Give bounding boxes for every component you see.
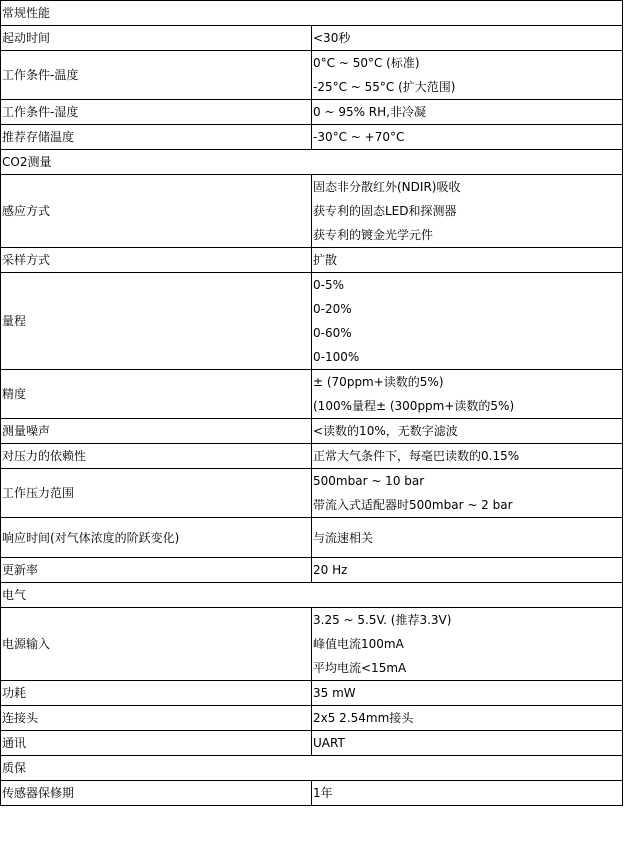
spec-value-line: 正常大气条件下，每毫巴读数的0.15% <box>313 449 520 463</box>
spec-value-line: UART <box>313 736 345 750</box>
spec-row <box>1 51 623 100</box>
spec-label: 起动时间 <box>1 26 312 51</box>
section-title: 质保 <box>1 756 623 781</box>
spec-value-line: <读数的10%，无数字滤波 <box>313 424 458 438</box>
spec-value-line: 峰值电流100mA <box>313 637 404 651</box>
spec-label: 工作条件-温度 <box>1 51 312 100</box>
spec-value-line: 3.25 ~ 5.5V. (推荐3.3V) <box>313 613 452 627</box>
spec-value <box>312 558 623 583</box>
spec-value <box>312 731 623 756</box>
spec-row <box>1 419 623 444</box>
spec-value-line: 0-100% <box>313 350 360 364</box>
spec-label: 工作条件-湿度 <box>1 100 312 125</box>
spec-value-line: 20 Hz <box>313 563 348 577</box>
spec-value-line: 0-5% <box>313 278 345 292</box>
spec-value-line: -25°C ~ 55°C (扩大范围) <box>313 80 456 94</box>
section-title: 电气 <box>1 583 623 608</box>
spec-value-line: <30秒 <box>313 31 351 45</box>
spec-value-line: 平均电流<15mA <box>313 661 407 675</box>
spec-value <box>312 419 623 444</box>
spec-value-line: 0 ~ 95% RH,非冷凝 <box>313 105 426 119</box>
spec-value-line: 与流速相关 <box>313 530 374 545</box>
spec-value <box>312 444 623 469</box>
spec-row <box>1 248 623 273</box>
spec-label: 响应时间(对气体浓度的阶跃变化) <box>1 518 312 558</box>
spec-label: 量程 <box>1 273 312 370</box>
spec-value <box>312 608 623 681</box>
spec-label: 精度 <box>1 370 312 419</box>
spec-row <box>1 26 623 51</box>
spec-label: 通讯 <box>1 731 312 756</box>
spec-value-line: 扩散 <box>313 253 338 267</box>
section-title: 常规性能 <box>1 1 623 26</box>
spec-value <box>312 125 623 150</box>
spec-table-body <box>1 1 623 806</box>
spec-value-line: ± (70ppm+读数的5%) <box>313 375 444 389</box>
spec-value <box>312 100 623 125</box>
spec-label: 连接头 <box>1 706 312 731</box>
spec-row <box>1 370 623 419</box>
section-title: CO2测量 <box>1 150 623 175</box>
spec-value-line: 带流入式适配器时500mbar ~ 2 bar <box>313 498 513 512</box>
spec-label: 测量噪声 <box>1 419 312 444</box>
spec-value-line: 0-60% <box>313 326 352 340</box>
spec-row <box>1 608 623 681</box>
spec-value-line: 固态非分散红外(NDIR)吸收 <box>313 180 461 194</box>
spec-label: 传感器保修期 <box>1 781 312 806</box>
spec-row <box>1 706 623 731</box>
spec-value-line: (100%量程± (300ppm+读数的5%) <box>313 399 515 413</box>
spec-value <box>312 273 623 370</box>
spec-value-line: 1年 <box>313 786 333 800</box>
spec-value-line: 获专利的镀金光学元件 <box>313 228 434 242</box>
spec-label: 电源输入 <box>1 608 312 681</box>
spec-value <box>312 518 623 558</box>
spec-value-line: -30°C ~ +70°C <box>313 130 405 144</box>
spec-value <box>312 706 623 731</box>
section-header-row <box>1 150 623 175</box>
spec-row <box>1 444 623 469</box>
spec-label: 推荐存储温度 <box>1 125 312 150</box>
spec-value-line: 2x5 2.54mm接头 <box>313 711 414 725</box>
spec-value <box>312 175 623 248</box>
spec-row <box>1 273 623 370</box>
section-header-row <box>1 756 623 781</box>
spec-value-line: 获专利的固态LED和探测器 <box>313 204 457 218</box>
spec-value-line: 0°C ~ 50°C (标准) <box>313 56 420 70</box>
spec-row <box>1 518 623 558</box>
spec-value <box>312 51 623 100</box>
spec-value <box>312 681 623 706</box>
spec-value-line: 35 mW <box>313 686 356 700</box>
spec-row <box>1 781 623 806</box>
spec-row <box>1 681 623 706</box>
spec-label: 对压力的依赖性 <box>1 444 312 469</box>
spec-value <box>312 26 623 51</box>
spec-value-line: 500mbar ~ 10 bar <box>313 474 425 488</box>
section-header-row <box>1 583 623 608</box>
spec-value <box>312 781 623 806</box>
spec-row <box>1 100 623 125</box>
section-header-row <box>1 1 623 26</box>
spec-row <box>1 558 623 583</box>
spec-label: 工作压力范围 <box>1 469 312 518</box>
spec-row <box>1 731 623 756</box>
spec-label: 功耗 <box>1 681 312 706</box>
spec-row <box>1 125 623 150</box>
spec-label: 感应方式 <box>1 175 312 248</box>
spec-label: 采样方式 <box>1 248 312 273</box>
spec-value <box>312 370 623 419</box>
spec-value-line: 0-20% <box>313 302 352 316</box>
spec-value <box>312 248 623 273</box>
spec-value <box>312 469 623 518</box>
spec-label: 更新率 <box>1 558 312 583</box>
spec-row <box>1 175 623 248</box>
spec-row <box>1 469 623 518</box>
